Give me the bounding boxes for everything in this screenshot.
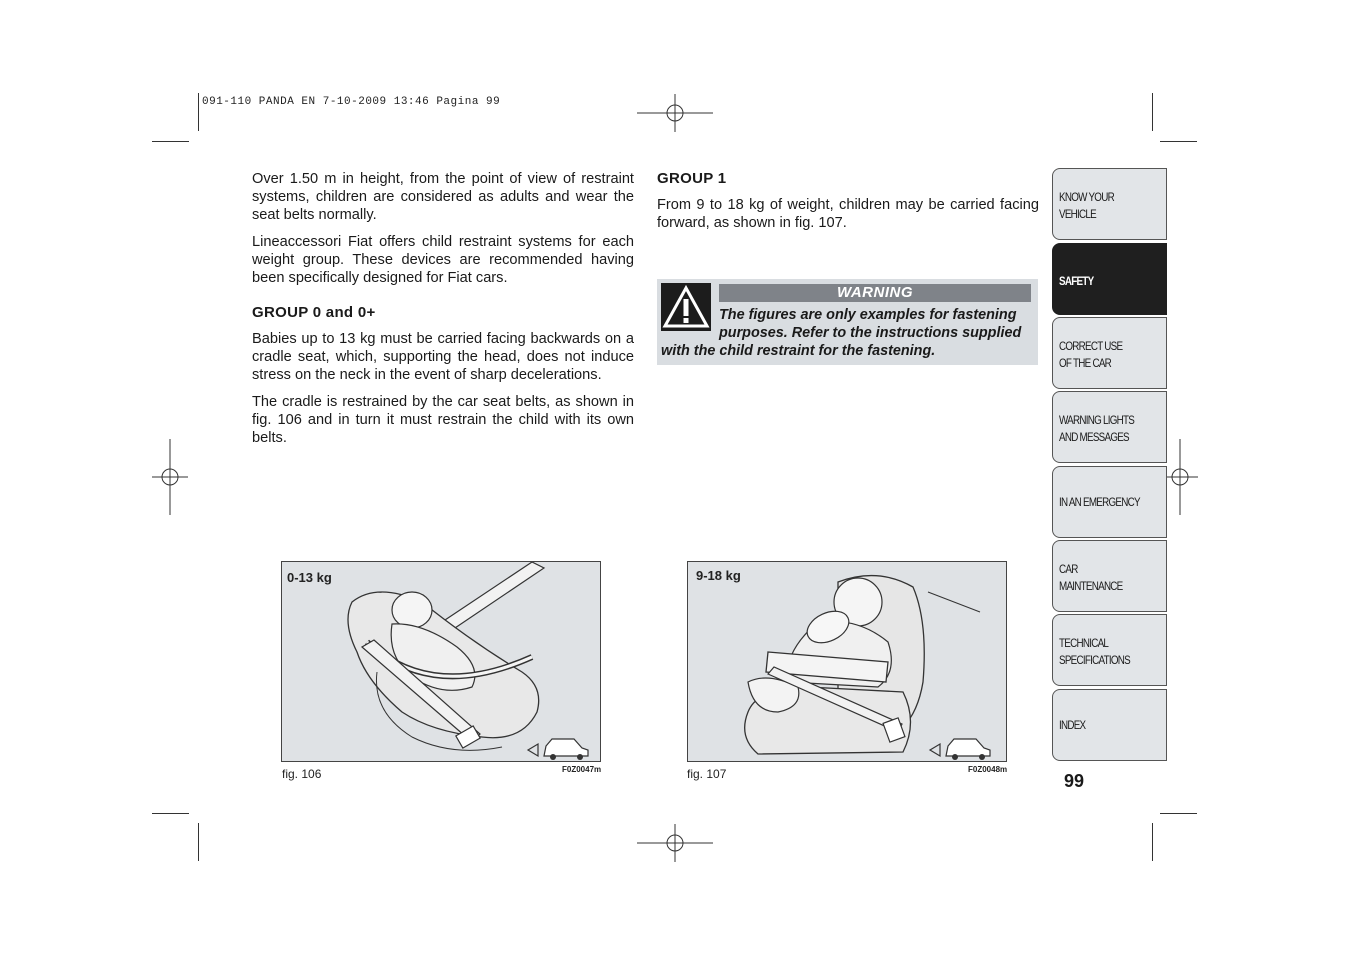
warning-title: WARNING xyxy=(719,284,1031,302)
warning-text-content: The figures are only examples for fastening purposes. Refer to the instructions supplied with the child restraint for the fastening. xyxy=(661,307,1022,359)
tab-label: CAR xyxy=(1059,562,1078,576)
figure-107 xyxy=(687,561,1007,762)
tab-label: INDEX xyxy=(1059,718,1086,732)
registration-mark-icon xyxy=(1162,439,1198,515)
print-header: 091-110 PANDA EN 7-10-2009 13:46 Pagina 99 xyxy=(202,96,501,108)
infant-cradle-illustration xyxy=(282,562,600,761)
crop-mark xyxy=(198,823,199,861)
figure-code: F0Z0048m xyxy=(968,765,1008,774)
tab-warning-lights-and-messages[interactable] xyxy=(1052,391,1167,463)
paragraph: The cradle is restrained by the car seat belts, as shown in fig. 106 and in turn it must restrain the child with its own belts. xyxy=(252,394,634,446)
section-heading: GROUP 0 and 0+ xyxy=(252,304,376,321)
figure-106 xyxy=(281,561,601,762)
tab-label: TECHNICAL xyxy=(1059,636,1109,650)
tab-label: WARNING LIGHTS xyxy=(1059,413,1135,427)
child-seat-illustration xyxy=(688,562,1006,761)
crop-mark xyxy=(152,141,189,142)
tab-know-your-vehicle[interactable] xyxy=(1052,168,1167,240)
crop-mark xyxy=(1160,141,1197,142)
figure-caption: fig. 106 xyxy=(282,767,322,781)
crop-mark xyxy=(198,93,199,131)
warning-text xyxy=(661,306,1033,360)
left-column xyxy=(252,170,634,456)
crop-mark xyxy=(152,813,189,814)
tab-safety[interactable] xyxy=(1052,243,1167,315)
crop-mark xyxy=(1152,93,1153,131)
tab-correct-use-of-the-car[interactable] xyxy=(1052,317,1167,389)
paragraph: From 9 to 18 kg of weight, children may be carried facing forward, as shown in fig. 107. xyxy=(657,197,1039,231)
registration-mark-icon xyxy=(152,439,188,515)
tab-label: OF THE CAR xyxy=(1059,356,1112,370)
crop-mark xyxy=(1152,823,1153,861)
registration-mark-icon xyxy=(637,824,713,862)
tab-index[interactable] xyxy=(1052,689,1167,761)
tab-label: KNOW YOUR xyxy=(1059,190,1114,204)
page-number: 99 xyxy=(1064,771,1085,791)
figure-code: F0Z0047m xyxy=(562,765,602,774)
tab-technical-specifications[interactable] xyxy=(1052,614,1167,686)
tab-label: MAINTENANCE xyxy=(1059,579,1123,593)
right-column xyxy=(657,170,1039,241)
paragraph: Lineaccessori Fiat offers child restraint systems for each weight group. These devices are recommended having been specifically designed for Fiat cars. xyxy=(252,234,634,286)
figure-weight-label: 9-18 kg xyxy=(696,568,741,583)
section-heading: GROUP 1 xyxy=(657,170,727,187)
tab-label: SPECIFICATIONS xyxy=(1059,653,1130,667)
tab-in-an-emergency[interactable] xyxy=(1052,466,1167,538)
figure-caption: fig. 107 xyxy=(687,767,727,781)
paragraph: Over 1.50 m in height, from the point of view of restraint systems, children are considered as adults and wear the seat belts normally. xyxy=(252,171,634,223)
crop-mark xyxy=(1160,813,1197,814)
figure-weight-label: 0-13 kg xyxy=(287,570,332,585)
tab-label: AND MESSAGES xyxy=(1059,430,1129,444)
tab-label: IN AN EMERGENCY xyxy=(1059,495,1140,509)
tab-label: VEHICLE xyxy=(1059,207,1096,221)
registration-mark-icon xyxy=(637,94,713,132)
paragraph: Babies up to 13 kg must be carried facing backwards on a cradle seat, which, supporting the head, does not induce stress on the neck in the event of sharp decelerations. xyxy=(252,331,634,383)
tab-car-maintenance[interactable] xyxy=(1052,540,1167,612)
tab-label: SAFETY xyxy=(1059,274,1094,288)
tab-label: CORRECT USE xyxy=(1059,339,1123,353)
warning-box xyxy=(657,279,1038,365)
